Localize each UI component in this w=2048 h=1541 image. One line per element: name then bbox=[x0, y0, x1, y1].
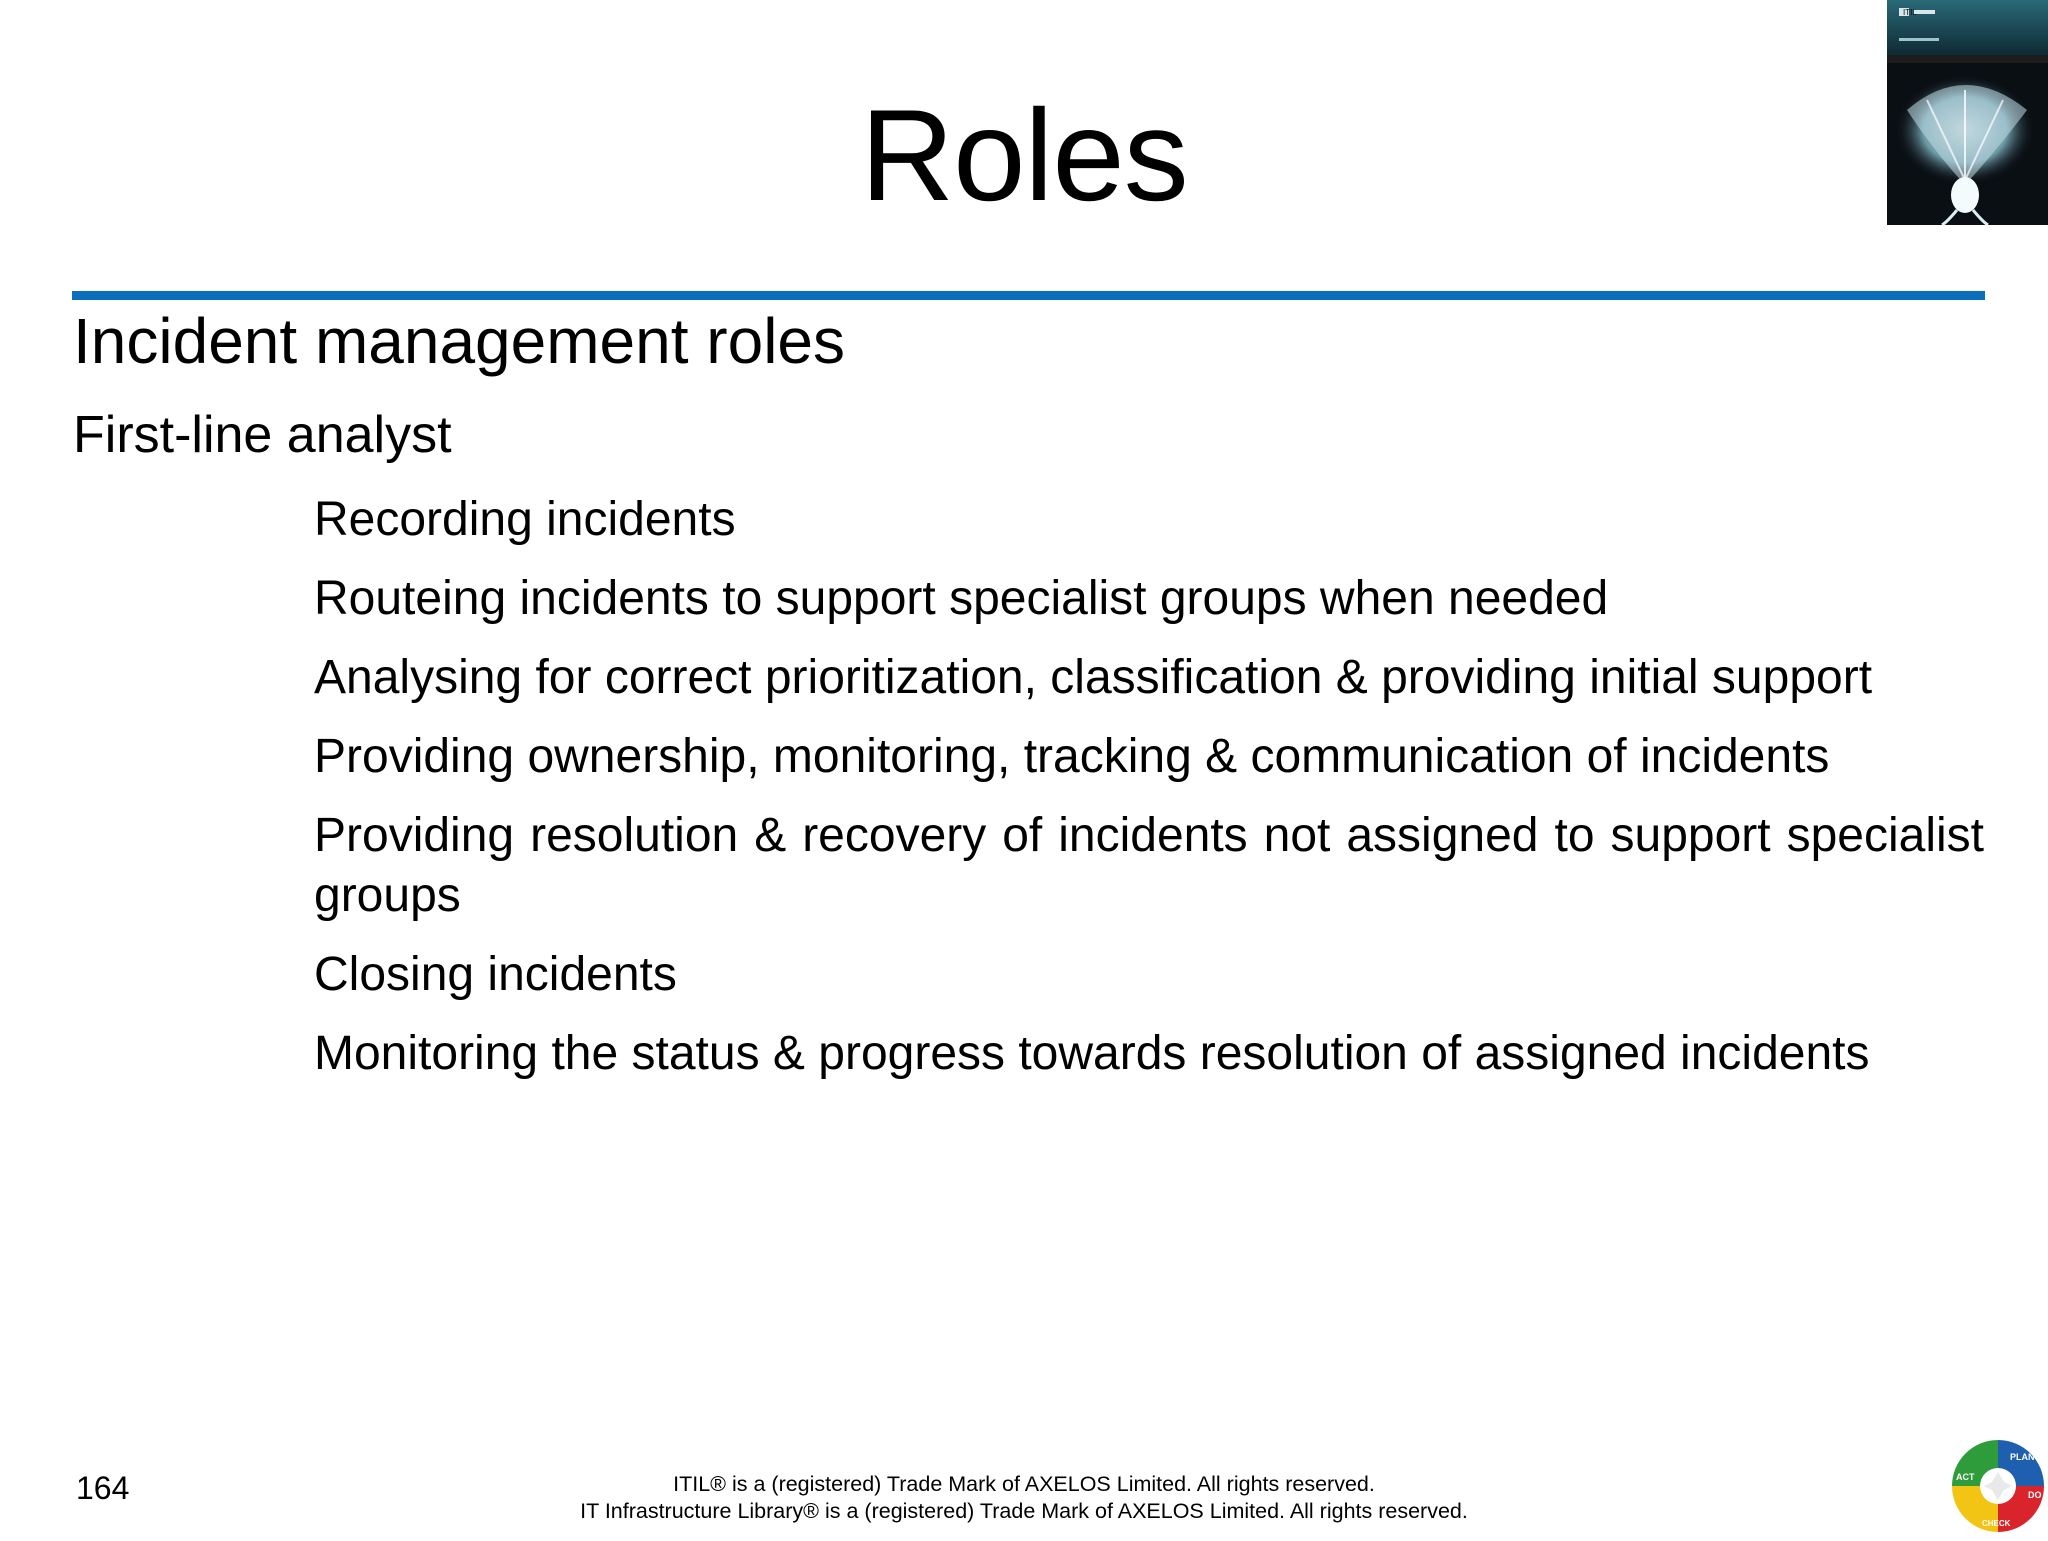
footer-line-1: ITIL® is a (registered) Trade Mark of AXELOS Limited. All rights reserved. bbox=[673, 1472, 1375, 1496]
footer-line-2: IT Infrastructure Library® is a (registered) Trade Mark of AXELOS Limited. All rights reserved. bbox=[580, 1499, 1468, 1523]
bullet-item: Analysing for correct prioritization, classification & providing initial support bbox=[314, 651, 1873, 704]
bullet-item: Monitoring the status & progress towards resolution of assigned incidents bbox=[314, 1027, 1870, 1080]
bullet-item: Routeing incidents to support specialist groups when needed bbox=[314, 572, 1609, 625]
page-number: 164 bbox=[76, 1470, 130, 1506]
footer-trademark bbox=[0, 1471, 2048, 1525]
section-heading: Incident management roles bbox=[73, 305, 845, 377]
title-divider bbox=[72, 291, 1985, 300]
bullet-item: Providing resolution & recovery of incidents not assigned to support specialist groups bbox=[314, 809, 1984, 922]
bullet-item: Providing ownership, monitoring, tracking & communication of incidents bbox=[314, 730, 1830, 783]
pdca-label: CHECK bbox=[1982, 1519, 2011, 1528]
slide-title: Roles bbox=[860, 82, 1188, 228]
itil-book-cover-icon bbox=[1887, 0, 2048, 225]
pdca-label: ACT bbox=[1956, 1472, 1975, 1482]
pdca-label: DO bbox=[2028, 1490, 2042, 1500]
pdca-cycle-icon bbox=[1948, 1436, 2048, 1536]
bullet-item: Recording incidents bbox=[314, 493, 736, 546]
bullet-item: Closing incidents bbox=[314, 948, 677, 1001]
subheading: First-line analyst bbox=[73, 406, 452, 464]
pdca-label: PLAN bbox=[2010, 1452, 2035, 1462]
bullet-list bbox=[314, 490, 1984, 1103]
cover-text: ITIL bbox=[1903, 8, 1917, 17]
